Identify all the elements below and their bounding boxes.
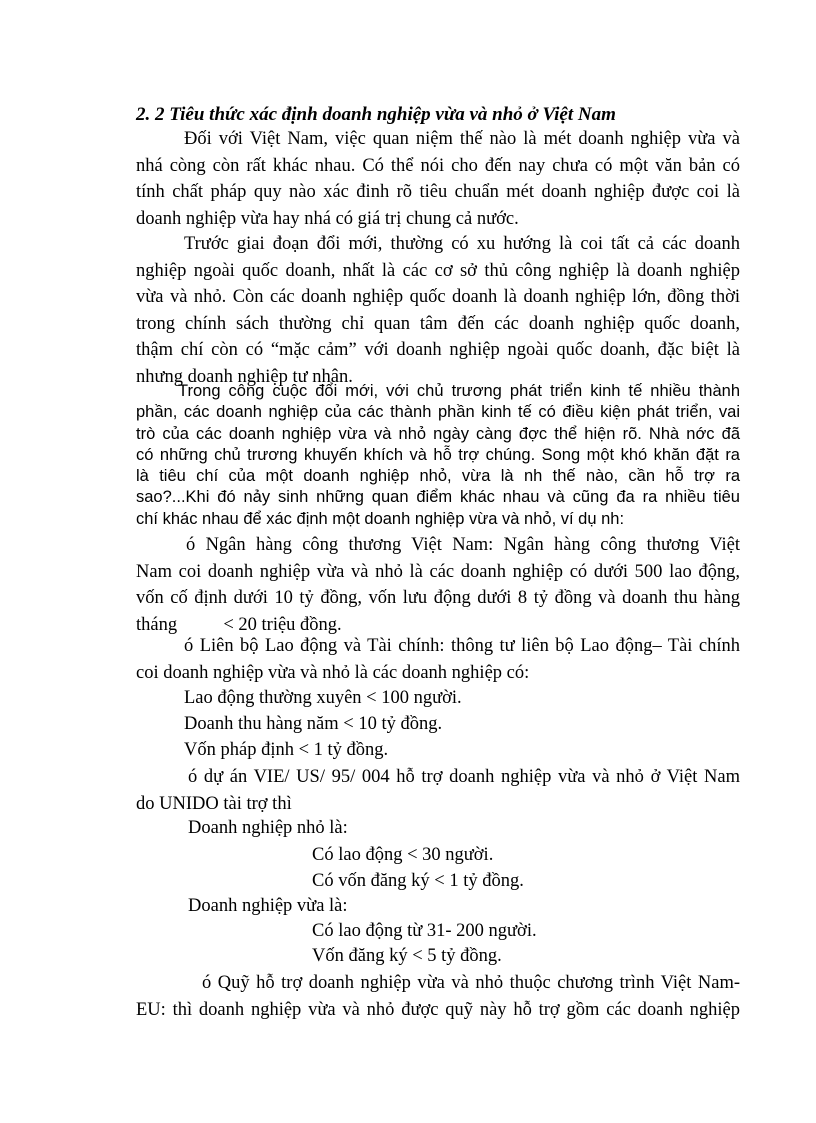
paragraph-before-reform <box>136 231 740 390</box>
paragraph-line: có những chủ trương khuyến khích và hỗ trợ chúng. Song một khó khăn đặt ra <box>136 445 740 464</box>
paragraph-line: nhá còng còn rất khác nhau. Có thể nói cho đến nay chưa có một văn bản có <box>136 155 740 176</box>
paragraph-line: Trong công cuộc đổi mới, với chủ trương phát triển kinh tế nhiều thành <box>178 382 740 400</box>
paragraph-line: nhưng doanh nghiệp tư nhân. <box>136 366 353 387</box>
paragraph-line: trong chính sách thường chỉ quan tâm đến các doanh nghiệp quốc doanh, <box>136 313 740 334</box>
small-enterprise-label: Doanh nghiệp nhỏ là: <box>188 818 348 838</box>
paragraph-line: coi doanh nghiệp vừa và nhỏ là các doanh nghiệp có: <box>136 662 530 683</box>
paragraph-line: trò của các doanh nghiệp vừa và nhỏ ngày càng đợc thể hiện rõ. Nhà nớc đã <box>136 424 740 443</box>
paragraph-reform <box>136 381 740 530</box>
paragraph-definition <box>136 126 740 232</box>
paragraph-line: sao?...Khi đó nảy sinh những quan điểm khác nhau và cũng đa ra nhiều tiêu <box>136 488 740 507</box>
criterion-labor: Lao động thường xuyên < 100 người. <box>184 688 462 708</box>
medium-enterprise-item: Có lao động từ 31- 200 người. <box>312 921 537 941</box>
paragraph-line: doanh nghiệp vừa hay nhá có giá trị chung cả nước. <box>136 208 519 229</box>
criterion-revenue: Doanh thu hàng năm < 10 tỷ đồng. <box>184 714 443 734</box>
paragraph-line: vốn cố định dưới 10 tỷ đồng, vốn lưu động dưới 8 tỷ đồng và doanh thu hàng <box>136 588 740 608</box>
small-enterprise-item: Có vốn đăng ký < 1 tỷ đồng. <box>312 871 524 891</box>
paragraph-line: do UNIDO tài trợ thì <box>136 793 292 814</box>
paragraph-line: ó Ngân hàng công thương Việt Nam: Ngân hàng công thương Việt <box>186 535 740 555</box>
paragraph-eu-fund <box>136 970 740 1023</box>
paragraph-line: ó dự án VIE/ US/ 95/ 004 hỗ trợ doanh nghiệp vừa và nhỏ ở Việt Nam <box>188 767 740 787</box>
paragraph-line: EU: thì doanh nghiệp vừa và nhỏ được quỹ này hỗ trợ gồm các doanh nghiệp <box>136 999 740 1020</box>
paragraph-ministries <box>136 633 740 686</box>
paragraph-line: thậm chí còn có “mặc cảm” với doanh nghiệp ngoài quốc doanh, đặc biệt là <box>136 340 740 360</box>
section-heading: 2. 2 Tiêu thức xác định doanh nghiệp vừa và nhỏ ở Việt Nam <box>136 104 616 125</box>
medium-enterprise-label: Doanh nghiệp vừa là: <box>188 896 348 916</box>
paragraph-vietinbank <box>136 532 740 638</box>
paragraph-line: là tiêu chí của một doanh nghiệp nhỏ, vừa là nh thế nào, cần hỗ trợ ra <box>136 467 740 486</box>
medium-enterprise-item: Vốn đăng ký < 5 tỷ đồng. <box>312 946 502 966</box>
paragraph-line: Đối với Việt Nam, việc quan niệm thế nào là mét doanh nghiệp vừa và <box>184 129 740 149</box>
small-enterprise-item: Có lao động < 30 người. <box>312 845 494 865</box>
paragraph-line: Nam coi doanh nghiệp vừa và nhỏ là các doanh nghiệp có dưới 500 lao động, <box>136 561 740 582</box>
paragraph-line: ó Quỹ hỗ trợ doanh nghiệp vừa và nhỏ thuộc chương trình Việt Nam- <box>202 973 740 993</box>
paragraph-line: ó Liên bộ Lao động và Tài chính: thông tư liên bộ Lao động– Tài chính <box>184 636 740 656</box>
paragraph-line: tháng < 20 triệu đồng. <box>136 614 342 635</box>
paragraph-line: chí khác nhau để xác định một doanh nghiệp vừa và nhỏ, ví dụ nh: <box>136 509 625 528</box>
paragraph-line: Trước giai đoạn đổi mới, thường có xu hướng là coi tất cả các doanh <box>184 234 740 254</box>
paragraph-line: phần, các doanh nghiệp của các thành phần kinh tế có điều kiện phát triển, vai <box>136 403 740 422</box>
paragraph-unido <box>136 764 740 817</box>
paragraph-line: vừa và nhỏ. Còn các doanh nghiệp quốc doanh là doanh nghiệp lớn, đồng thời <box>136 287 740 307</box>
paragraph-line: tính chất pháp quy nào xác đinh rõ tiêu chuẩn mét doanh nghiệp được coi là <box>136 182 740 202</box>
criterion-capital: Vốn pháp định < 1 tỷ đồng. <box>184 740 389 760</box>
paragraph-line: nghiệp ngoài quốc doanh, nhất là các cơ sở thủ công nghiệp là doanh nghiệp <box>136 260 740 281</box>
